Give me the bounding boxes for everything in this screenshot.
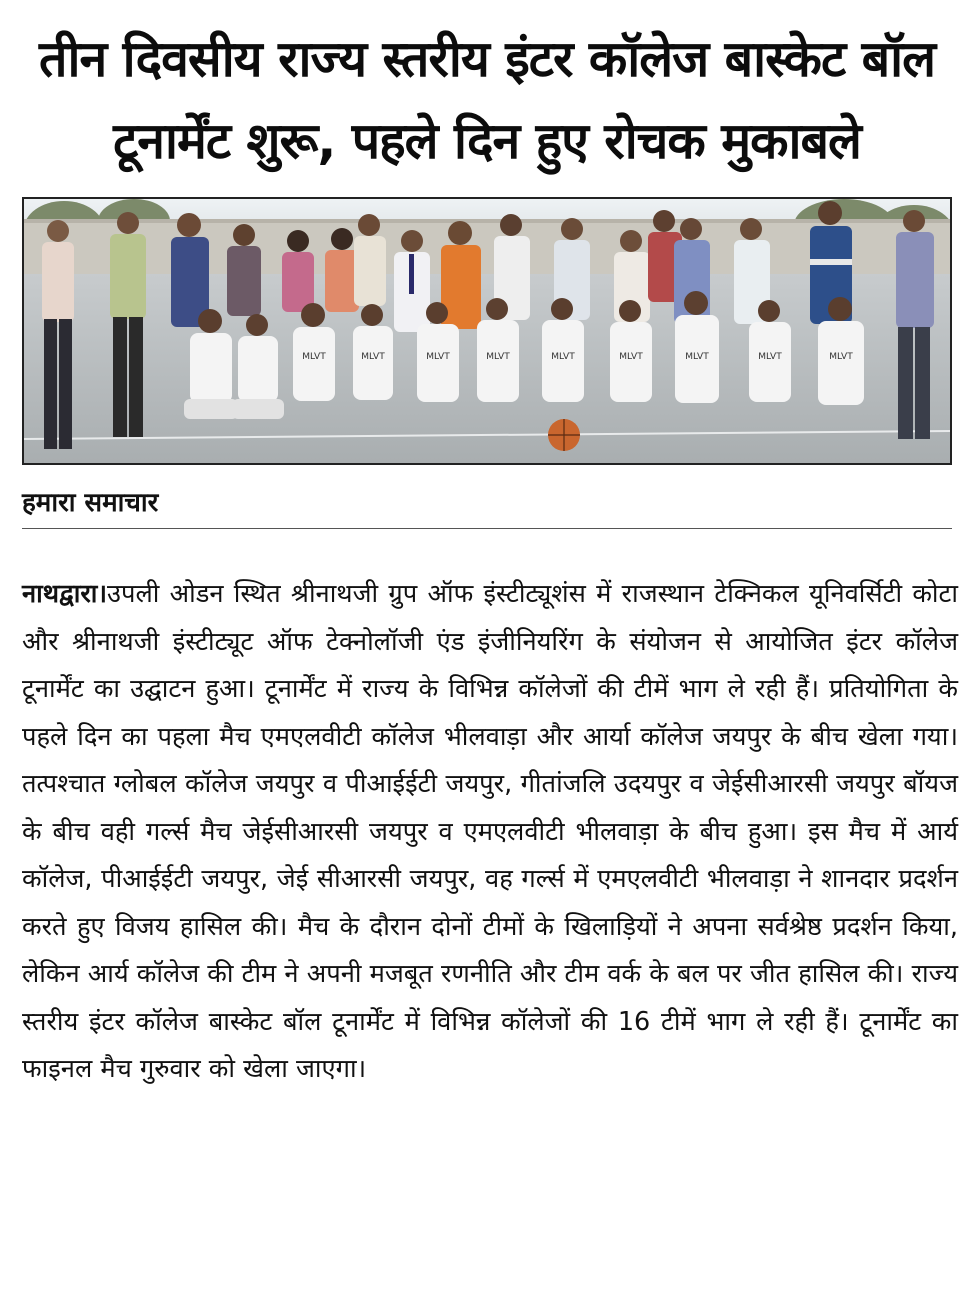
team-photo-illustration <box>24 199 950 463</box>
byline-divider <box>22 528 952 529</box>
svg-text:MLVT: MLVT <box>486 352 510 362</box>
svg-text:MLVT: MLVT <box>426 352 450 362</box>
svg-text:MLVT: MLVT <box>619 352 643 362</box>
article-text: उपली ओडन स्थित श्रीनाथजी ग्रुप ऑफ इंस्टीट्यूशंस में राजस्थान टेक्निकल यूनिवर्सिटी कोटा और श्रीनाथजी इंस्टीट्यूट ऑफ टेक्नोलॉजी एंड इंजीनियरिंग के संयोजन से आयोजित इंटर कॉलेज टूनार्मेंट का उद्घाटन हुआ। टूनार्मेंट में राज्य के विभिन्न कॉलेजों की टीमें भाग ले रही हैं। प्रतियोगिता के पहले दिन का पहला मैच एमएलवीटी कॉलेज भीलवाड़ा और आर्या कॉलेज जयपुर के बीच खेला गया। तत्पश्चात ग्लोबल कॉलेज जयपुर व पीआईईटी जयपुर, गीतांजलि उदयपुर व जेईसीआरसी जयपुर बॉयज के बीच वही गर्ल्स मैच जेईसीआरसी जयपुर व एमएलवीटी भीलवाड़ा के बीच हुआ। इस मैच में आर्य कॉलेज, पीआईईटी जयपुर, जेई सीआरसी जयपुर, वह गर्ल्स में एमएलवीटी भीलवाड़ा ने शानदार प्रदर्शन करते हुए विजय हासिल की। मैच के दौरान दोनों टीमों के खिलाड़ियों ने अपना सर्वश्रेष्ठ प्रदर्शन किया, लेकिन आर्य कॉलेज की टीम ने अपनी मजबूत रणनीति और टीम वर्क के बल पर जीत हासिल की। राज्य स्तरीय इंटर कॉलेज बास्केट बॉल टूनार्मेंट में विभिन्न कॉलेजों की 16 टीमें भाग ले रही हैं। टूनार्मेंट का फाइनल मैच गुरुवार को खेला जाएगा। <box>22 579 958 1084</box>
svg-text:MLVT: MLVT <box>758 352 782 362</box>
svg-text:MLVT: MLVT <box>361 352 385 362</box>
svg-text:MLVT: MLVT <box>829 352 853 362</box>
svg-text:MLVT: MLVT <box>685 352 709 362</box>
article-body <box>22 571 958 1094</box>
dateline: नाथद्वारा। <box>22 579 108 609</box>
headline: तीन दिवसीय राज्य स्तरीय इंटर कॉलेज बास्केट बॉल टूनार्मेंट शुरू, पहले दिन हुए रोचक मुकाबले <box>39 30 935 170</box>
byline: हमारा समाचार <box>22 488 159 518</box>
svg-text:MLVT: MLVT <box>302 352 326 362</box>
svg-text:MLVT: MLVT <box>551 352 575 362</box>
team-photo <box>22 197 952 465</box>
basketball <box>548 419 580 451</box>
